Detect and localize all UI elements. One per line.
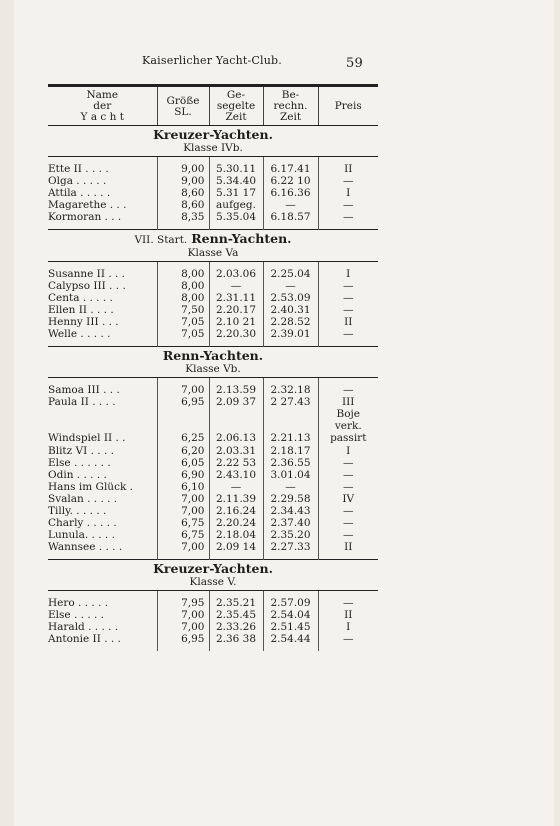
header-size	[157, 86, 209, 126]
table-row	[48, 609, 378, 621]
yacht-name: Henny III . . .	[48, 316, 119, 328]
header-sailed-line: Zeit	[225, 111, 247, 123]
sailed-time: 2.11.39	[209, 493, 263, 505]
yacht-size: 7,00	[157, 493, 209, 505]
yacht-size: 8,60	[157, 199, 209, 211]
header-calc-line: rechn.	[273, 100, 308, 112]
yacht-size: 8,00	[157, 280, 209, 292]
spacer-row	[48, 645, 378, 651]
sailed-time: 2.03.31	[209, 445, 263, 457]
page-number: 59	[346, 56, 363, 71]
prize: —	[318, 280, 378, 292]
prize: —	[318, 328, 378, 340]
section-title-line	[48, 562, 378, 576]
calculated-time: 2.40.31	[263, 304, 318, 316]
yacht-name: Hero . . . . .	[48, 597, 109, 609]
yacht-size: 6,95	[157, 633, 209, 645]
table-row	[48, 517, 378, 529]
calculated-time: 2.51.45	[263, 621, 318, 633]
yacht-size: 9,00	[157, 163, 209, 175]
yacht-name: Hans im Glück .	[48, 481, 133, 493]
sailed-time: 2.10 21	[209, 316, 263, 328]
calculated-time: 2.32.18	[263, 384, 318, 396]
calculated-time: —	[263, 199, 318, 211]
yacht-size: 7,05	[157, 316, 209, 328]
calculated-time: 2.36.55	[263, 457, 318, 469]
sailed-time: 2.18.04	[209, 529, 263, 541]
table-row	[48, 211, 378, 223]
results-table	[48, 84, 378, 651]
prize: —	[318, 457, 378, 469]
sailed-time: 2.43.10	[209, 469, 263, 481]
section-header	[48, 560, 378, 591]
prize: II	[318, 163, 378, 175]
section-header	[48, 347, 378, 378]
section-header-cell	[48, 230, 378, 262]
sailed-time: 2.33.26	[209, 621, 263, 633]
yacht-name: Svalan . . . . .	[48, 493, 118, 505]
header-name	[48, 86, 157, 126]
yacht-size: 7,00	[157, 384, 209, 396]
table-body	[48, 126, 378, 652]
prize-note-line: passirt	[330, 432, 367, 444]
section-class: Klasse Vb.	[185, 363, 241, 375]
yacht-name: Ette II . . . .	[48, 163, 109, 175]
prize: —	[318, 469, 378, 481]
yacht-name: Calypso III . . .	[48, 280, 126, 292]
prize: I	[318, 621, 378, 633]
sailed-time: 5.34.40	[209, 175, 263, 187]
table-row	[48, 445, 378, 457]
section-title: Kreuzer-Yachten.	[153, 561, 273, 576]
sailed-time: 2.31.11	[209, 292, 263, 304]
yacht-name: Harald . . . . .	[48, 621, 119, 633]
yacht-size: 6,90	[157, 469, 209, 481]
table-header	[48, 86, 378, 126]
calculated-time: 2.29.58	[263, 493, 318, 505]
yacht-name: Odin . . . . .	[48, 469, 107, 481]
results-table-wrapper	[48, 84, 378, 651]
prize: III	[318, 396, 378, 408]
prize: II	[318, 609, 378, 621]
yacht-name: Tilly. . . . . .	[48, 505, 107, 517]
table-row	[48, 199, 378, 211]
yacht-size: 8,00	[157, 268, 209, 280]
table-row	[48, 457, 378, 469]
yacht-size: 8,00	[157, 292, 209, 304]
yacht-size: 8,60	[157, 187, 209, 199]
table-row	[48, 175, 378, 187]
calculated-time: 2.28.52	[263, 316, 318, 328]
running-head-title: Kaiserlicher Yacht-Club.	[142, 54, 282, 67]
table-row	[48, 529, 378, 541]
sailed-time: 2.35.45	[209, 609, 263, 621]
sailed-time: 2.03.06	[209, 268, 263, 280]
yacht-name: Magarethe . . .	[48, 199, 127, 211]
sailed-time: 5.35.04	[209, 211, 263, 223]
calculated-time: 2.21.13	[263, 408, 318, 445]
header-prize-line: Preis	[334, 100, 362, 112]
yacht-name: Attila . . . . .	[48, 187, 111, 199]
calculated-time: 6.18.57	[263, 211, 318, 223]
table-row	[48, 187, 378, 199]
section-class: Klasse Va	[187, 247, 239, 259]
sailed-time: 2.09 37	[209, 396, 263, 408]
header-calc-line: Zeit	[279, 111, 302, 123]
sailed-time: 2.09 14	[209, 541, 263, 553]
header-sailed-line: Ge-	[226, 89, 246, 101]
prize: —	[318, 597, 378, 609]
calculated-time: 6.17.41	[263, 163, 318, 175]
header-sailed	[209, 86, 263, 126]
table-row	[48, 304, 378, 316]
calculated-time: —	[263, 481, 318, 493]
table-row	[48, 408, 378, 445]
sailed-time: 5.31 17	[209, 187, 263, 199]
prize: —	[318, 384, 378, 396]
table-row	[48, 316, 378, 328]
table-row	[48, 396, 378, 408]
section-title-line	[48, 128, 378, 142]
calculated-time: 2.54.04	[263, 609, 318, 621]
table-row	[48, 541, 378, 553]
calculated-time: —	[263, 280, 318, 292]
sailed-time: 2.35.21	[209, 597, 263, 609]
yacht-name: Windspiel II . .	[48, 432, 126, 444]
sailed-time: 2.06.13	[209, 408, 263, 445]
prize: —	[318, 304, 378, 316]
yacht-name: Else . . . . .	[48, 609, 105, 621]
sailed-time: 2.22 53	[209, 457, 263, 469]
section-header	[48, 230, 378, 262]
yacht-size: 6,10	[157, 481, 209, 493]
table-row	[48, 493, 378, 505]
prize: —	[318, 505, 378, 517]
prize: —	[318, 175, 378, 187]
table-row	[48, 469, 378, 481]
prize-note-line: verk.	[334, 420, 362, 432]
section-header	[48, 126, 378, 157]
prize-note-line: Boje	[336, 408, 360, 420]
spacer-cell	[318, 645, 378, 651]
sailed-time: 2.20.30	[209, 328, 263, 340]
yacht-name: Susanne II . . .	[48, 268, 126, 280]
sailed-time: aufgeg.	[209, 199, 263, 211]
prize: I	[318, 268, 378, 280]
section-class: Klasse IVb.	[183, 142, 243, 154]
yacht-size: 7,95	[157, 597, 209, 609]
section-title-line	[48, 349, 378, 363]
yacht-name: Charly . . . . .	[48, 517, 117, 529]
sailed-time: 5.30.11	[209, 163, 263, 175]
yacht-size: 9,00	[157, 175, 209, 187]
book-page	[14, 0, 554, 826]
prize: I	[318, 187, 378, 199]
yacht-name: Else . . . . . .	[48, 457, 111, 469]
table-row	[48, 621, 378, 633]
table-row	[48, 481, 378, 493]
yacht-size: 7,50	[157, 304, 209, 316]
sailed-time: —	[209, 481, 263, 493]
header-sailed-line: segelte	[216, 100, 256, 112]
table-row	[48, 505, 378, 517]
prize: II	[318, 316, 378, 328]
section-header-cell	[48, 560, 378, 591]
yacht-name: Lunula. . . . .	[48, 529, 115, 541]
header-size-line: Größe	[166, 94, 200, 107]
calculated-time: 2.57.09	[263, 597, 318, 609]
prize: II	[318, 541, 378, 553]
yacht-name: Ellen II . . . .	[48, 304, 114, 316]
header-name-line: Name	[86, 89, 119, 101]
yacht-size: 6,05	[157, 457, 209, 469]
prize: —	[318, 633, 378, 645]
prize: —	[318, 211, 378, 223]
yacht-size: 6,25	[157, 408, 209, 445]
header-prize	[318, 86, 378, 126]
prize: —	[318, 529, 378, 541]
spacer-cell	[157, 645, 209, 651]
yacht-size: 6,95	[157, 396, 209, 408]
yacht-size: 7,05	[157, 328, 209, 340]
calculated-time: 2.54.44	[263, 633, 318, 645]
prize: —	[318, 517, 378, 529]
header-size-line: SL.	[174, 105, 192, 118]
prize: —	[318, 199, 378, 211]
table-row	[48, 163, 378, 175]
table-row	[48, 597, 378, 609]
header-calc	[263, 86, 318, 126]
table-row	[48, 384, 378, 396]
prize-note	[318, 408, 378, 445]
prize: —	[318, 481, 378, 493]
yacht-size: 6,20	[157, 445, 209, 457]
calculated-time: 2.27.33	[263, 541, 318, 553]
calculated-time: 2.34.43	[263, 505, 318, 517]
spacer-cell	[263, 645, 318, 651]
section-title: Renn-Yachten.	[191, 231, 292, 246]
table-row	[48, 292, 378, 304]
yacht-name: Wannsee . . . .	[48, 541, 123, 553]
prize: IV	[318, 493, 378, 505]
yacht-size: 7,00	[157, 541, 209, 553]
sailed-time: 2.13.59	[209, 384, 263, 396]
yacht-name: Welle . . . . .	[48, 328, 111, 340]
calculated-time: 2.53.09	[263, 292, 318, 304]
yacht-name: Olga . . . . .	[48, 175, 107, 187]
sailed-time: —	[209, 280, 263, 292]
yacht-size: 6,75	[157, 517, 209, 529]
yacht-size: 7,00	[157, 609, 209, 621]
sailed-time: 2.16.24	[209, 505, 263, 517]
sailed-time: 2.20.17	[209, 304, 263, 316]
section-start-label: VII. Start.	[134, 234, 188, 246]
calculated-time: 2.25.04	[263, 268, 318, 280]
yacht-size: 7,00	[157, 621, 209, 633]
sailed-time: 2.36 38	[209, 633, 263, 645]
header-name-line: der	[93, 100, 112, 112]
table-row	[48, 633, 378, 645]
yacht-name: Kormoran . . .	[48, 211, 122, 223]
header-calc-line: Be-	[281, 89, 300, 101]
table-row	[48, 328, 378, 340]
calculated-time: 2.35.20	[263, 529, 318, 541]
spacer-cell	[48, 645, 157, 651]
sailed-time: 2.20.24	[209, 517, 263, 529]
yacht-name: Paula II . . . .	[48, 396, 116, 408]
calculated-time: 2 27.43	[263, 396, 318, 408]
section-class: Klasse V.	[189, 576, 237, 588]
yacht-name: Antonie II . . .	[48, 633, 121, 645]
yacht-name: Centa . . . . .	[48, 292, 113, 304]
yacht-size: 6,75	[157, 529, 209, 541]
calculated-time: 2.18.17	[263, 445, 318, 457]
yacht-name: Samoa III . . .	[48, 384, 120, 396]
section-title: Kreuzer-Yachten.	[153, 127, 273, 142]
yacht-name: Blitz VI . . . .	[48, 445, 114, 457]
section-title: Renn-Yachten.	[162, 348, 264, 363]
table-row	[48, 268, 378, 280]
header-name-line: Y a c h t	[80, 111, 124, 123]
calculated-time: 6.22 10	[263, 175, 318, 187]
yacht-size: 7,00	[157, 505, 209, 517]
calculated-time: 2.39.01	[263, 328, 318, 340]
calculated-time: 6.16.36	[263, 187, 318, 199]
section-header-cell	[48, 347, 378, 378]
table-row	[48, 280, 378, 292]
calculated-time: 2.37.40	[263, 517, 318, 529]
prize: I	[318, 445, 378, 457]
prize: —	[318, 292, 378, 304]
section-header-cell	[48, 126, 378, 157]
yacht-size: 8,35	[157, 211, 209, 223]
spacer-cell	[209, 645, 263, 651]
section-title-line	[48, 232, 378, 247]
calculated-time: 3.01.04	[263, 469, 318, 481]
